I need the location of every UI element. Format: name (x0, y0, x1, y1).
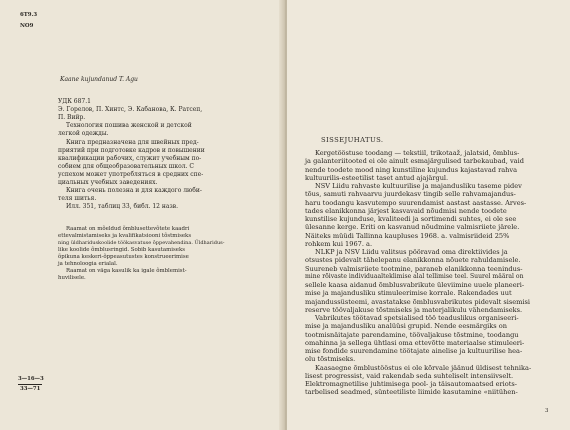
authors-line-1: Э. Горелов, П. Хинтс, Э. Кабанова, К. Ратсеп, (58, 106, 203, 113)
annotation-ru-4: собием для общеобразовательных школ. С (58, 163, 194, 170)
body-line: ja galanteriitooted ei ole ainult esmajärgulised tarbekaubad, vaid (305, 157, 524, 166)
body-line: nende toodete mood ning kunstiline kujundus kajastavad rahva (305, 165, 518, 174)
body-line: mise ja majandusliku stimuleerimise korrale. Rakendades uut (305, 289, 512, 298)
class-code: 6T9.3 (20, 12, 38, 18)
body-line: Vabrikutes töötavad spetsialised töö teaduslikus organiseeri- (315, 314, 519, 322)
annotation-et-5: õpikuna keskeri-õppeasutustes konstrueerimise (58, 254, 189, 260)
annotation-et-7: Raamat on väga kasulik ka igale õmblemist- (66, 268, 187, 274)
body-line: rohkem kui 1967. a. (305, 239, 373, 248)
right-page (287, 0, 570, 430)
body-line: tõus, samuti rahvaarvu juurdekasv tingib selle rahvamajandus- (305, 190, 516, 199)
body-line: sellele kaasa aidanud õmblusvabrikute üleviimine uuele planeeri- (305, 281, 525, 289)
cover-designer-credit: Kaane kujundanud T. Agu (60, 76, 138, 83)
body-line: tootmisnäitajate parendamine, töövaljakuse tõstmine, toodangu (305, 330, 519, 339)
body-line: majandussüsteemi, avastatakse õmblusvabrikutes pidevalt sisemisi (305, 297, 530, 306)
body-text (305, 149, 557, 397)
annotation-ru-7: Книга очень полезна и для каждого люби- (66, 187, 202, 194)
title-line-1: Технология пошива женской и детской (66, 122, 192, 129)
left-page (0, 0, 283, 430)
annotation-ru-6: циальных учебных заведениях. (58, 179, 158, 186)
body-line: ülesanne kerge. Eriti on kasvanud nõudmine valmisriiete järele. (305, 223, 520, 232)
annotation-ru-3: квалификации рабочих, служит учебным по- (58, 155, 202, 162)
annotation-ru-5: успехом может употребляться в средних спе- (58, 171, 204, 178)
body-line: tades elanikkonna järjest kasvavaid nõudmisi nende toodete (305, 206, 507, 215)
annotation-et-3: ning üldhariduskoolide töökasvatuse õppevahendina. Üldharidus- (58, 240, 225, 246)
annotation-et-1: Raamat on mõeldud õmblusettevõtete kaadri (66, 226, 190, 232)
body-line: tarbelised seadmed, sünteetiliste liimide kasutamine «niitühen- (305, 388, 518, 397)
body-line: haru toodangu kasvutempo suurendamist aastast aastasse. Arves- (305, 198, 527, 207)
annotation-ru-8: теля шитья. (58, 195, 97, 202)
price-code-rule (18, 384, 42, 385)
body-line: Kergetööstuse toodang — tekstiil, trikotaaž, jalatsid, õmblus- (315, 149, 520, 157)
section-heading: SISSEJUHATUS. (321, 136, 384, 144)
body-line: Suureneb valmisriiete tootmine, paraneb elanikkonna teenindus- (305, 264, 523, 273)
body-line: reserve töövaljakuse tõstmiseks ja materjalikulu vähendamiseks. (305, 305, 523, 314)
annotation-et-2: ettevalmistamiseks ja kvalifikatsiooni tõstmiseks (58, 233, 192, 239)
body-line: mise ja majandusliku analüüsi grupid. Nende eesmärgiks on (305, 322, 507, 331)
body-line: kunstilise kujunduse, kvaliteedi ja sortimendi suhtes, ei ole see (305, 215, 517, 223)
body-line: mine rõivaste individuaalteklimise alal tellimise teel. Suurel määral on (305, 272, 524, 280)
body-line: olu tõstmiseks. (305, 355, 356, 364)
page-number: 3 (545, 408, 549, 414)
authors-line-2: П. Вийр. (58, 114, 86, 121)
body-line: Kaasaegne õmblustööstus ei ole kõrvale jäänud üldisest tehnika- (315, 363, 532, 372)
body-line: kultuurilis-esteetilist taset antud ajajärgul. (305, 173, 449, 182)
annotation-et-8: huvilisele. (58, 275, 86, 281)
body-line: NSV Liidu rahvaste kultuurilise ja majandusliku taseme pidev (315, 182, 522, 190)
annotation-et-4: like koolide õmblusringid. Sobib kasutamiseks (58, 247, 185, 253)
body-line: omahinna ja sellega ühtlasi oma ettevõtte materiaalse stimuleeri- (305, 338, 525, 347)
annotation-et-6: ja tehnoloogia erialal. (58, 261, 118, 267)
body-line: mise fondide suurendamine töötajate ainelise ja kultuurilise hea- (305, 347, 523, 355)
body-line: otsustes pidevalt tähelepanu elanikkonna nõuete rahuldamisele. (305, 256, 521, 265)
body-line: lisest progressist, vaid rakendab seda suhteliselt intensiivselt. (305, 371, 514, 380)
body-line: Näiteks müüdi Tallinna kaupluses 1968. a. valmisriideid 25% (305, 231, 510, 240)
title-line-2: легкой одежды. (58, 130, 109, 137)
annotation-ru-1: Книга предназначена для швейных пред- (66, 139, 199, 146)
body-line: Elektromagnetilise juhtimisega pool- ja täisautomaatsed eriots- (305, 380, 517, 388)
price-code: 3—16—3 (18, 376, 44, 382)
price-code-2: 33—71 (20, 386, 41, 392)
class-code-2: NO9 (20, 23, 34, 29)
body-line: NLKP ja NSV Liidu valitsus pööravad oma direktiivides ja (315, 248, 508, 256)
udk-code: УДК 687.1 (58, 98, 91, 105)
illustration-count: Илл. 351, таблиц 33, библ. 12 назв. (66, 203, 178, 210)
annotation-ru-2: приятий при подготовке кадров и повышении (58, 147, 205, 154)
